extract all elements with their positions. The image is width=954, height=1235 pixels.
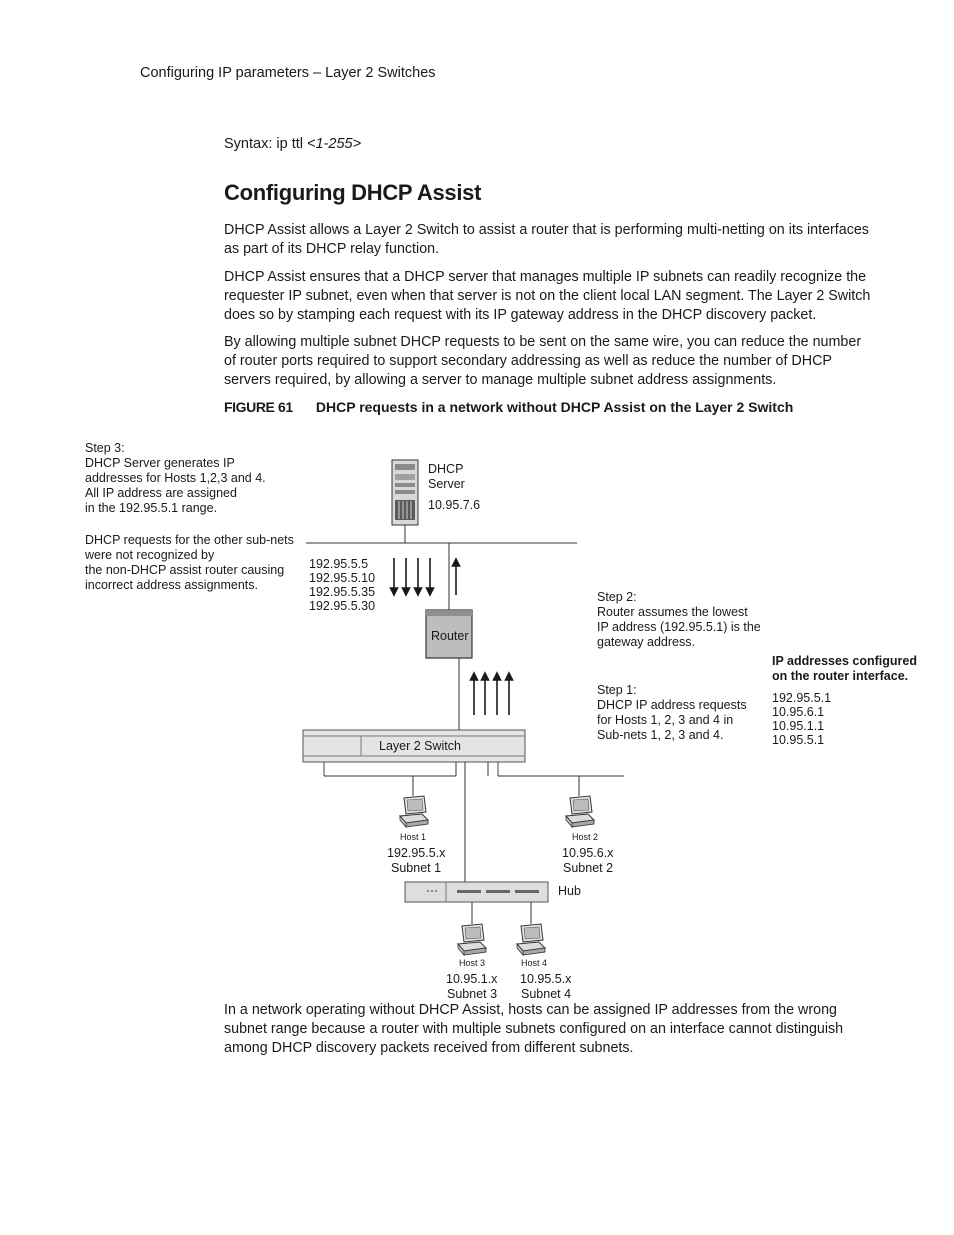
switch-label: Layer 2 Switch: [379, 739, 461, 753]
host2-subnet: Subnet 2: [563, 861, 614, 875]
host1-addr: 192.95.5.x: [387, 846, 446, 860]
step3-line-1: Step 3:: [85, 441, 125, 455]
step2-line-2: Router assumes the lowest: [597, 605, 748, 619]
step3-line-2: DHCP Server generates IP: [85, 456, 235, 470]
hub-label: Hub: [558, 884, 581, 898]
step1-line-3: for Hosts 1, 2, 3 and 4 in: [597, 713, 734, 727]
host1-subnet: Subnet 1: [391, 861, 442, 875]
figure-caption-text: DHCP requests in a network without DHCP Assist on the Layer 2 Switch: [315, 399, 794, 415]
step3-note-1: DHCP requests for the other sub-nets: [85, 533, 294, 547]
step3-note-3: the non-DHCP assist router causing: [85, 563, 285, 577]
step2-line-1: Step 2:: [597, 590, 637, 604]
step2-line-3: IP address (192.95.5.1) is the: [597, 620, 761, 634]
host2-name: Host 2: [572, 832, 599, 842]
host4-computer-icon: [517, 924, 545, 955]
network-diagram: [0, 430, 954, 1005]
host3-computer-icon: [458, 924, 486, 955]
router-interface-title-2: on the router interface.: [772, 669, 909, 683]
paragraph-2: DHCP Assist ensures that a DHCP server that manages multiple IP subnets can readily recognize the requester IP subnet, even when that server is not on the client local LAN segment. The Layer 2 Switch does so by stamping each request with its IP gateway address in the DHCP discovery packet.: [224, 269, 871, 323]
syntax-line: [224, 136, 361, 152]
host4-name: Host 4: [521, 958, 548, 968]
step1-line-4: Sub-nets 1, 2, 3 and 4.: [597, 728, 724, 742]
host4-subnet: Subnet 4: [521, 987, 572, 1001]
host4-addr: 10.95.5.x: [520, 972, 572, 986]
syntax-argument: <1-255>: [307, 136, 362, 152]
router-interface-title-1: IP addresses configured: [772, 654, 917, 668]
assigned-ip-4: 192.95.5.30: [309, 599, 376, 613]
step1-line-1: Step 1:: [597, 683, 637, 697]
host2-computer-icon: [566, 796, 594, 827]
paragraph-3: By allowing multiple subnet DHCP requests to be sent on the same wire, you can reduce the number of router ports required to support secondary addressing as well as reduce the number of DHCP servers required, by allowing a server to manage multiple subnet address assignments.: [224, 334, 862, 388]
figure-caption: [224, 399, 793, 415]
step1-line-2: DHCP IP address requests: [597, 698, 747, 712]
step3-line-3: addresses for Hosts 1,2,3 and 4.: [85, 471, 266, 485]
router-label: Router: [431, 629, 469, 643]
step3-line-4: All IP address are assigned: [85, 486, 237, 500]
server-name-line2: Server: [428, 477, 465, 491]
section-title: Configuring DHCP Assist: [224, 180, 482, 205]
host3-subnet: Subnet 3: [447, 987, 498, 1001]
closing-paragraph: In a network operating without DHCP Assist, hosts can be assigned IP addresses from the wrong subnet range because a router with multiple subnets configured on an interface cannot distinguish among DHCP discovery packets received from different subnets.: [224, 1002, 844, 1056]
router-interface-ip-4: 10.95.5.1: [772, 733, 825, 747]
step3-line-5: in the 192.95.5.1 range.: [85, 501, 218, 515]
router-interface-ip-1: 192.95.5.1: [772, 691, 832, 705]
assigned-ip-1: 192.95.5.5: [309, 557, 369, 571]
host3-name: Host 3: [459, 958, 486, 968]
host1-name: Host 1: [400, 832, 427, 842]
router-interface-ip-3: 10.95.1.1: [772, 719, 825, 733]
router-interface-ip-2: 10.95.6.1: [772, 705, 825, 719]
syntax-command: ip ttl: [276, 136, 303, 152]
paragraph-1: DHCP Assist allows a Layer 2 Switch to assist a router that is performing multi-netting on its interfaces as part of its DHCP relay function.: [224, 222, 869, 257]
syntax-label: Syntax:: [224, 136, 273, 152]
step2-line-4: gateway address.: [597, 635, 695, 649]
figure-number: FIGURE 61: [224, 399, 293, 415]
step3-text: [84, 441, 294, 592]
assigned-ip-3: 192.95.5.35: [309, 585, 376, 599]
server-ip: 10.95.7.6: [428, 498, 481, 512]
host3-addr: 10.95.1.x: [446, 972, 498, 986]
hub-icon: [405, 882, 548, 902]
running-header: Configuring IP parameters – Layer 2 Switches: [140, 65, 436, 81]
step3-note-2: were not recognized by: [85, 548, 215, 562]
host1-computer-icon: [400, 796, 428, 827]
step3-note-4: incorrect address assignments.: [85, 578, 258, 592]
assigned-ip-2: 192.95.5.10: [309, 571, 376, 585]
server-icon: [392, 460, 418, 525]
server-name-line1: DHCP: [428, 462, 464, 476]
host2-addr: 10.95.6.x: [562, 846, 614, 860]
